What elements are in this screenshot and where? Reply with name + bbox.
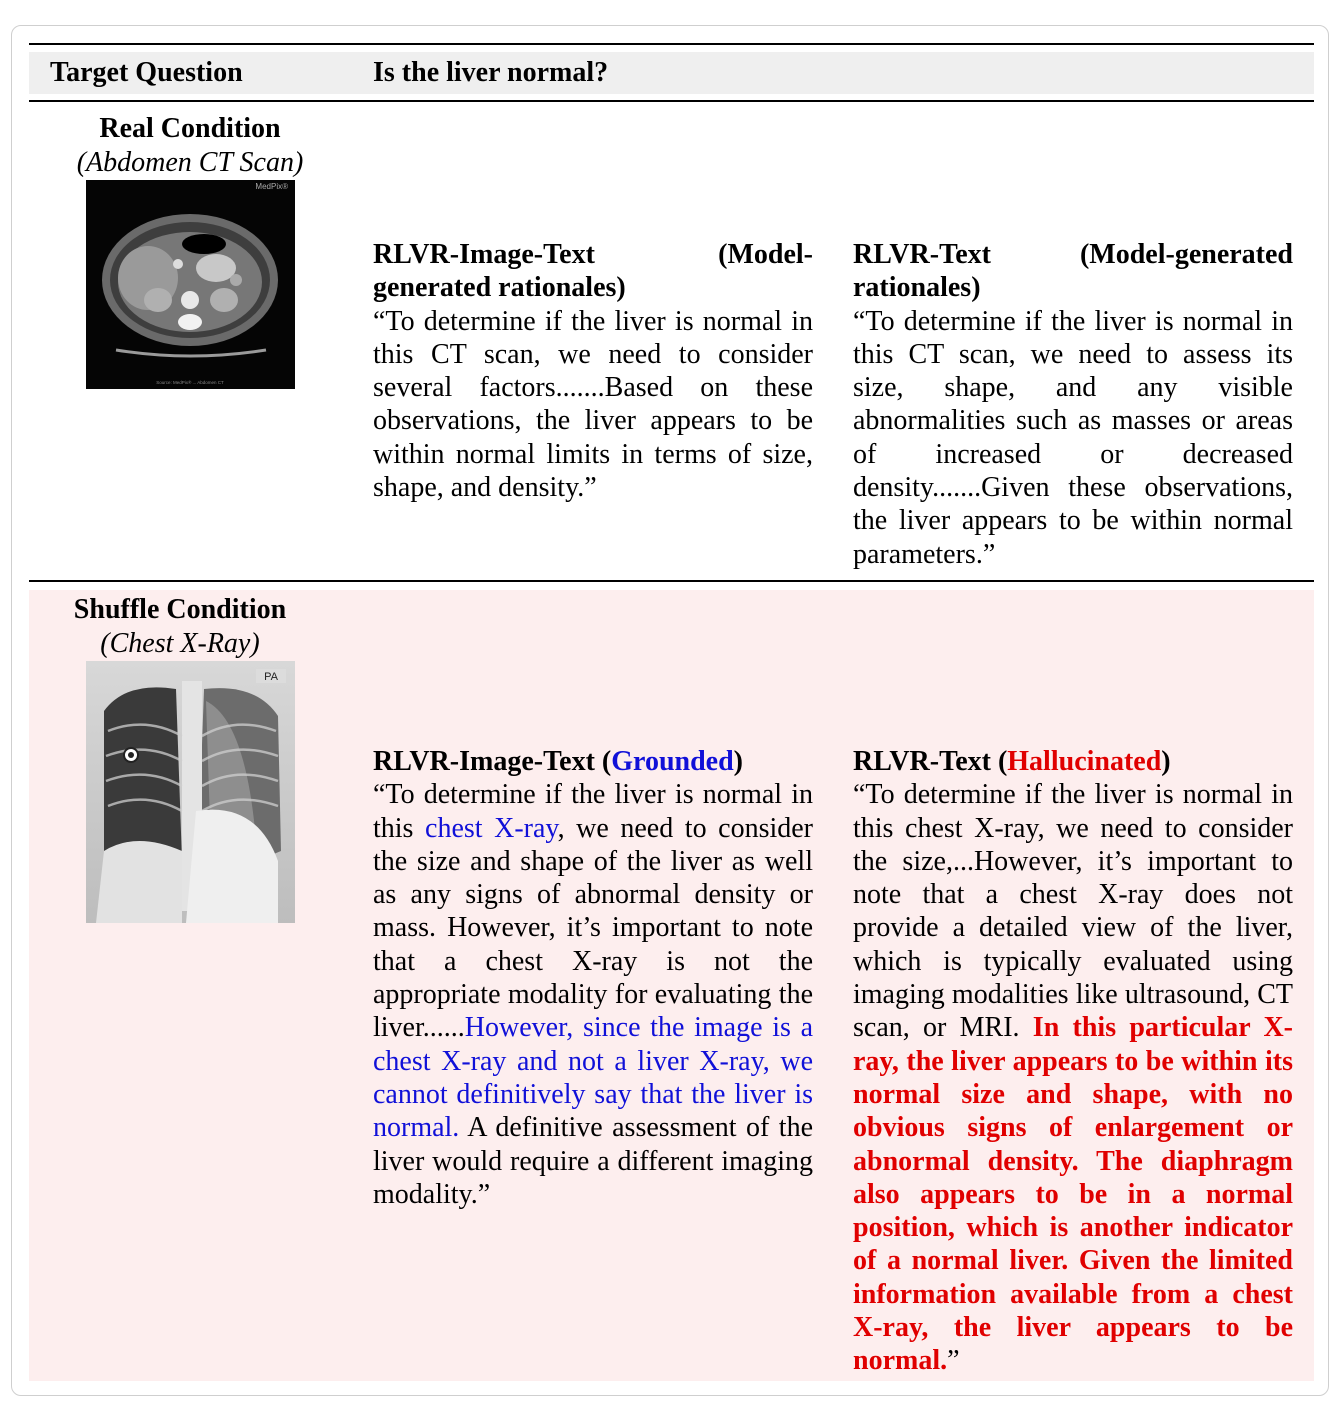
title-prefix: RLVR-Text ( (853, 746, 1008, 777)
shuffle-condition-title: Shuffle Condition (73, 594, 287, 625)
xray-graphic (86, 661, 295, 923)
section-rule (29, 580, 1314, 582)
title-suffix: ) (733, 746, 743, 777)
shuffle-text-body-2: ” (947, 1345, 960, 1377)
real-image-text-title: RLVR-Image-Text (Model-generated rationales) (373, 239, 813, 304)
shuffle-condition-label (30, 593, 330, 661)
shuffle-image-text-rationale (373, 745, 813, 1211)
title-suffix: ) (1161, 746, 1171, 777)
header-rule (29, 100, 1314, 102)
real-condition-title: Real Condition (99, 113, 281, 144)
real-condition-label (40, 112, 340, 180)
ct-image-caption: Source: MedPix® ... Abdomen CT (156, 380, 224, 385)
ct-scan-graphic (86, 180, 295, 389)
header-question-text: Is the liver normal? (373, 57, 609, 88)
xray-marker: PA (264, 671, 278, 683)
chest-xray-image (86, 661, 295, 923)
title-prefix: RLVR-Image-Text ( (373, 746, 612, 777)
real-text-title: RLVR-Text (Model-generated rationales) (853, 239, 1293, 304)
shuffle-condition-subtitle: (Chest X-Ray) (100, 628, 260, 659)
header-target-question: Target Question (50, 57, 243, 88)
hallucinated-highlight: In this particular X-ray, the liver appears to be within its normal size and shape, with no obvious signs of enlargement or abnormal density. The diaphragm also appears to be in a normal position, which is another indicator of a normal liver. Given the limited information available from a chest X-ray, the liver appears to be normal. (853, 1012, 1293, 1377)
abdomen-ct-image (86, 180, 295, 389)
shuffle-text-title (853, 745, 1293, 778)
shuffle-text-rationale (853, 745, 1293, 1378)
hallucinated-tag: Hallucinated (1007, 746, 1162, 777)
real-image-text-rationale (373, 238, 813, 504)
shuffle-image-text-body-1: “To determine if the liver is normal in this (373, 779, 813, 844)
shuffle-image-text-title (373, 745, 813, 778)
top-rule (29, 43, 1314, 45)
grounded-highlight: However, since the image is a chest X-ray and not a liver X-ray, we cannot definitively say that the liver is normal. (373, 1012, 813, 1144)
real-text-body: “To determine if the liver is normal in this CT scan, we need to assess its size, shape, and any visible abnormalities such as masses or areas of increased or decreased density.......Given these observations, the liver appears to be within normal parameters.” (853, 305, 1293, 570)
real-condition-subtitle: (Abdomen CT Scan) (76, 147, 304, 178)
shuffle-text-body-1: “To determine if the liver is normal in this chest X-ray, we need to consider the size,...However, it’s important to note that a chest X-ray does not provide a detailed view of the liver, which is typically evaluated using imaging modalities like ultrasound, CT scan, or MRI. (853, 779, 1293, 1044)
medpix-watermark: MedPix® (255, 182, 288, 191)
shuffle-image-text-body-2: , we need to consider the size and shape of the liver as well as any signs of abnormal density or mass. However, it’s important to note that a chest X-ray is not the appropriate modality for evaluating the liver...... (373, 812, 813, 1044)
shuffle-image-text-body-3: A definitive assessment of the liver would require a different imaging modality.” (373, 1112, 813, 1210)
real-image-text-body: “To determine if the liver is normal in this CT scan, we need to consider several factors.......Based on these observations, the liver appears to be within normal limits in terms of size, shape, and density.” (373, 305, 813, 504)
grounded-tag: Grounded (611, 746, 734, 777)
chest-xray-highlight: chest X-ray (425, 812, 558, 844)
real-text-rationale (853, 238, 1293, 571)
